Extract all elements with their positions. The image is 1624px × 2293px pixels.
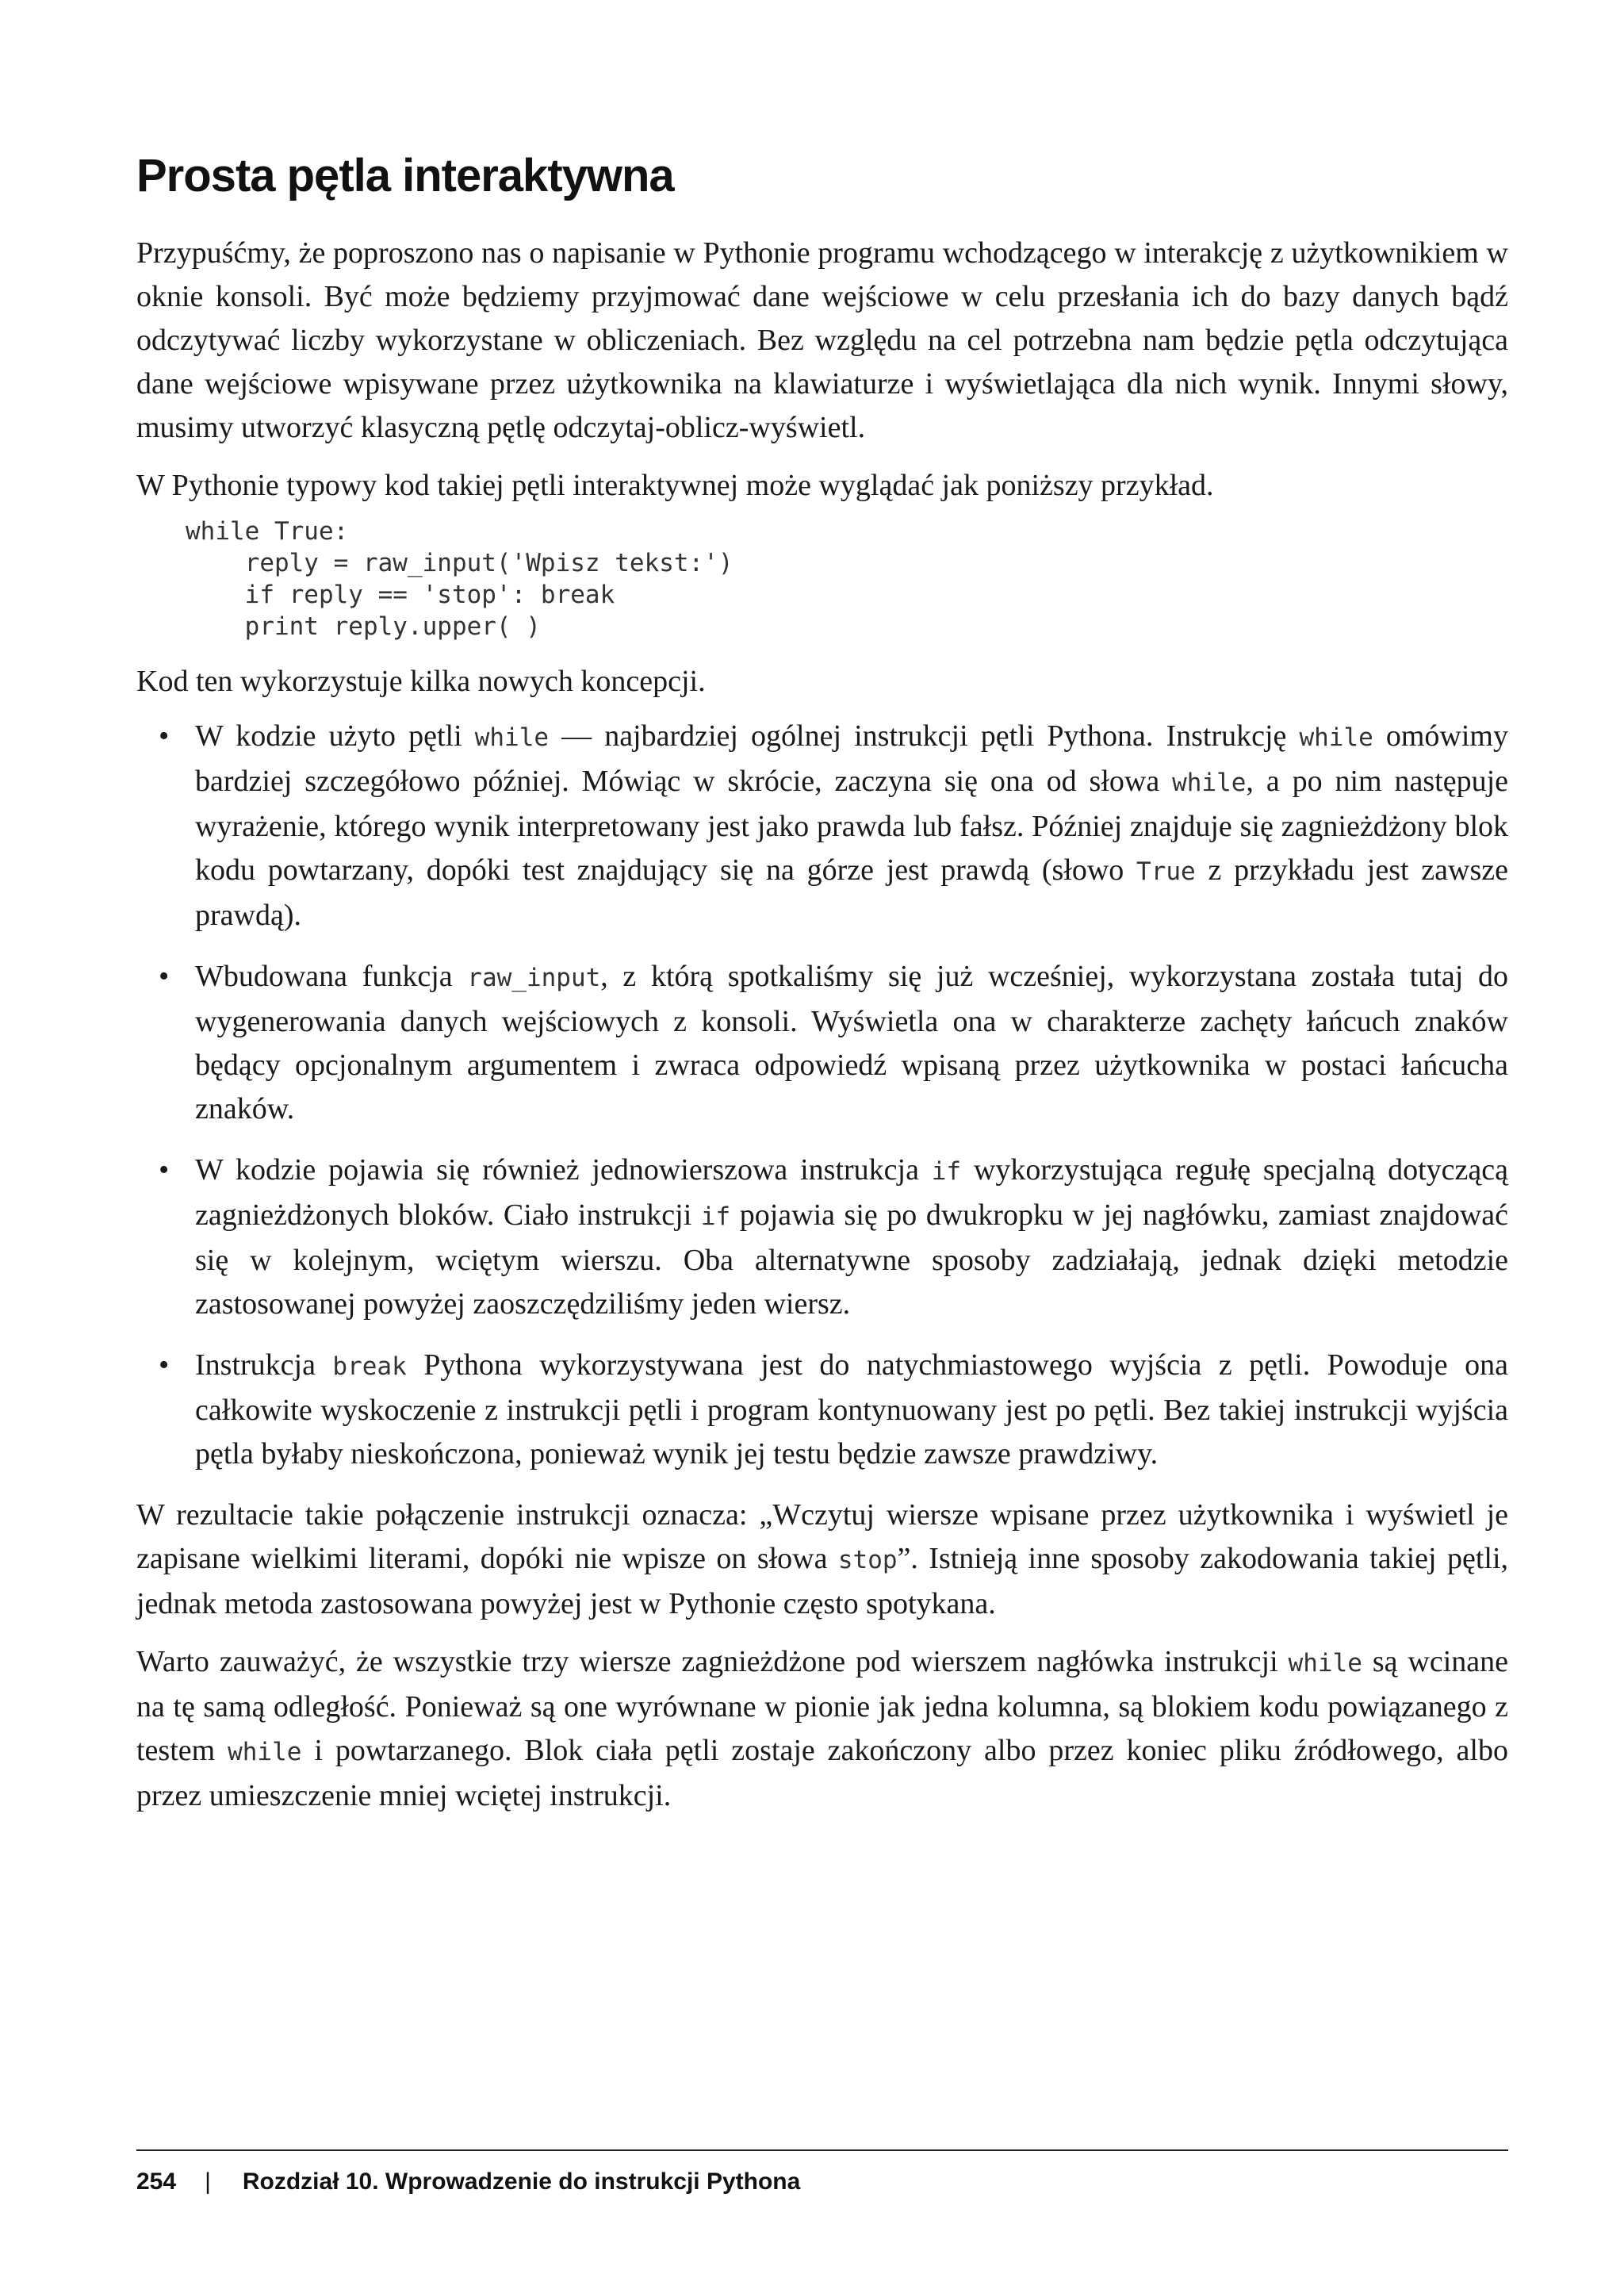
bullet-icon: • (159, 960, 170, 993)
bullet-icon: • (159, 719, 170, 753)
code-line: while True: (186, 517, 349, 546)
footer-line (136, 2168, 1508, 2195)
footer-divider (136, 2149, 1508, 2151)
bullet-icon: • (159, 1153, 170, 1187)
list-item-text: W kodzie pojawia się również jednowierszowa instrukcja if wykorzystująca regułę specjalną dotyczącą zagnieżdżonych bloków. Ciało instrukcji if pojawia się po dwukropku w jej nagłówku, zamiast znajdować się w kolejnym, wciętym wierszu. Oba alternatywne sposoby zadziałają, jednak dzięki metodzie zastosowanej powyżej zaoszczędziliśmy jeden wiersz. (195, 1153, 1508, 1321)
code-block (186, 516, 1508, 642)
bullet-icon: • (159, 1348, 170, 1382)
footer-separator: | (205, 2168, 211, 2195)
page-footer (136, 2149, 1508, 2195)
list-item (159, 715, 1508, 938)
chapter-title: Rozdział 10. Wprowadzenie do instrukcji Pythona (242, 2168, 801, 2195)
body-text (136, 232, 1508, 1818)
concepts-list (136, 715, 1508, 1476)
section-heading: Prosta pętla interaktywna (136, 150, 674, 201)
paragraph-example-lead: W Pythonie typowy kod takiej pętli interaktywnej może wyglądać jak poniższy przykład. (136, 469, 1214, 502)
list-item (159, 1148, 1508, 1326)
list-item-text: Wbudowana funkcja raw_input, z którą spotkaliśmy się już wcześniej, wykorzystana została tutaj do wygenerowania danych wejściowych z konsoli. Wyświetla ona w charakterze zachęty łańcuch znaków będący opcjonalnym argumentem i zwraca odpowiedź wpisaną przez użytkownika w postaci łańcucha znaków. (195, 960, 1508, 1125)
list-item-text: Instrukcja break Pythona wykorzystywana jest do natychmiastowego wyjścia z pętli. Powoduje ona całkowite wyskoczenie z instrukcji pętli i program kontynuowany jest po pętli. Bez takiej instrukcji wyjścia pętla byłaby nieskończona, ponieważ wynik jej testu będzie zawsze prawdziwy. (195, 1348, 1508, 1471)
list-item-text: W kodzie użyto pętli while — najbardziej ogólnej instrukcji pętli Pythona. Instrukcję while omówimy bardziej szczegółowo później. Mówiąc w skrócie, zaczyna się ona od słowa while, a po nim następuje wyrażenie, którego wynik interpretowany jest jako prawda lub fałsz. Później znajduje się zagnieżdżony blok kodu powtarzany, dopóki test znajdujący się na górze jest prawdą (słowo True z przykładu jest zawsze prawdą). (195, 719, 1508, 932)
code-line: if reply == 'stop': break (186, 581, 615, 609)
paragraph-intro: Przypuśćmy, że poproszono nas o napisanie w Pythonie programu wchodzącego w interakcję z użytkownikiem w oknie konsoli. Być może będziemy przyjmować dane wejściowe w celu przesłania ich do bazy danych bądź odczytywać liczby wykorzystane w obliczeniach. Bez względu na cel potrzebna nam będzie pętla odczytująca dane wejściowe wpisywane przez użytkownika na klawiaturze i wyświetlająca dla nich wynik. Innymi słowy, musimy utworzyć klasyczną pętlę odczytaj-oblicz-wyświetl. (136, 236, 1508, 444)
list-item (159, 1344, 1508, 1476)
list-item (159, 955, 1508, 1131)
paragraph-concepts-lead: Kod ten wykorzystuje kilka nowych koncepcji. (136, 665, 706, 698)
paragraph-indentation: Warto zauważyć, że wszystkie trzy wiersze zagnieżdżone pod wierszem nagłówka instrukcji while są wcinane na tę samą odległość. Ponieważ są one wyrównane w pionie jak jedna kolumna, są blokiem kodu powiązanego z testem while i powtarzanego. Blok ciała pętli zostaje zakończony albo przez koniec pliku źródłowego, albo przez umieszczenie mniej wciętej instrukcji. (136, 1645, 1508, 1812)
code-line: reply = raw_input('Wpisz tekst:') (186, 549, 733, 577)
page-number: 254 (136, 2168, 177, 2195)
paragraph-summary: W rezultacie takie połączenie instrukcji oznacza: „Wczytuj wiersze wpisane przez użytkownika i wyświetl je zapisane wielkimi literami, dopóki nie wpisze on słowa stop”. Istnieją inne sposoby zakodowania takiej pętli, jednak metoda zastosowana powyżej jest w Pythonie często spotykana. (136, 1498, 1508, 1620)
code-line: print reply.upper( ) (186, 612, 541, 641)
